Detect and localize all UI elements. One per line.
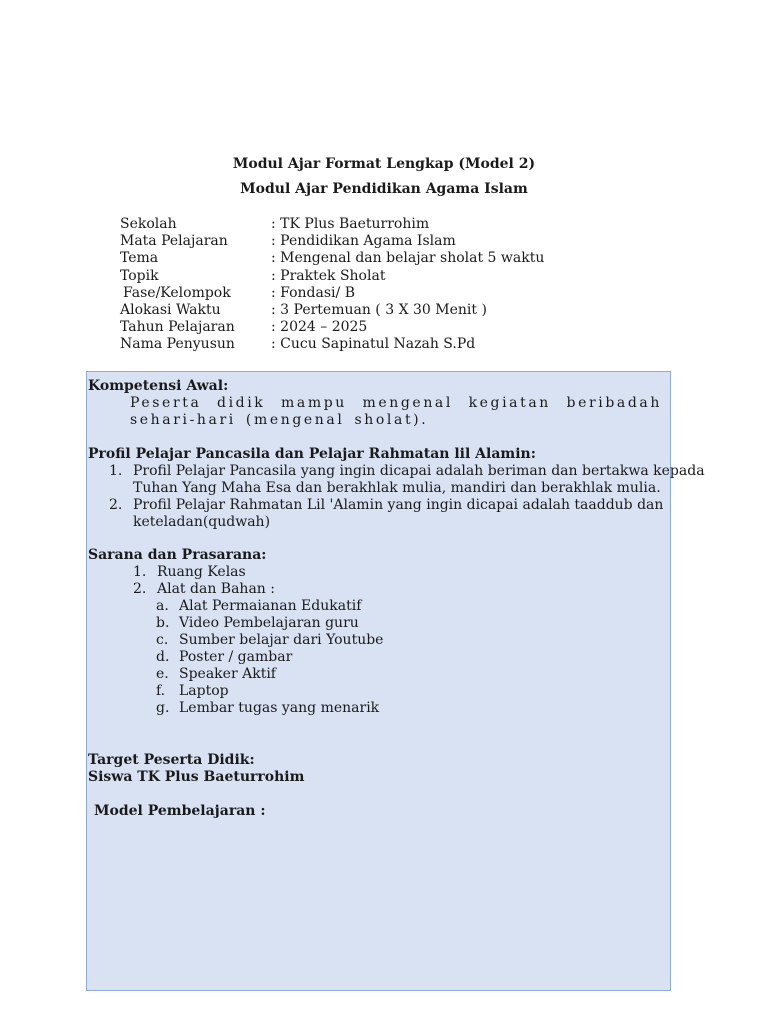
kompetensi-text: Peserta didik mampu mengenal kegiatan beribadah sehari-hari (mengenal sholat). <box>130 395 662 429</box>
item-number: 1. <box>109 463 123 479</box>
item-text: Laptop <box>179 683 229 699</box>
item-text: Profil Pelajar Rahmatan Lil 'Alamin yang ingin dicapai adalah taaddub dan <box>133 497 664 513</box>
info-row-sekolah <box>120 216 544 233</box>
info-row-alokasi <box>120 302 544 319</box>
item-text: Speaker Aktif <box>179 666 276 682</box>
info-value: : Cucu Sapinatul Nazah S.Pd <box>271 336 476 353</box>
document-title: Modul Ajar Format Lengkap (Model 2) <box>232 156 536 172</box>
sarana-subitem <box>156 649 292 666</box>
info-value: : TK Plus Baeturrohim <box>271 216 430 232</box>
info-label: Mata Pelajaran <box>120 233 228 250</box>
info-value: : Fondasi/ B <box>271 284 355 301</box>
sarana-item <box>133 564 246 581</box>
profil-item <box>109 463 705 480</box>
item-text: Video Pembelajaran guru <box>179 615 359 631</box>
info-label: Sekolah <box>120 216 177 232</box>
profil-heading: Profil Pelajar Pancasila dan Pelajar Rahmatan lil Alamin: <box>88 446 536 462</box>
profil-item-continuation: Tuhan Yang Maha Esa dan berakhlak mulia, mandiri dan berakhlak mulia. <box>133 480 661 496</box>
info-value: : Praktek Sholat <box>271 267 386 284</box>
info-row-fase <box>120 285 544 302</box>
info-value: : 2024 – 2025 <box>271 319 368 336</box>
sarana-subitem <box>156 615 359 632</box>
info-label: Nama Penyusun <box>120 336 235 353</box>
info-value: : 3 Pertemuan ( 3 X 30 Menit ) <box>271 301 487 318</box>
item-letter: d. <box>156 649 170 665</box>
sarana-subitem <box>156 632 383 649</box>
content-box <box>86 371 705 991</box>
info-value: : Pendidikan Agama Islam <box>271 233 456 250</box>
info-table <box>120 216 544 354</box>
item-number: 2. <box>133 581 147 597</box>
info-row-tahun <box>120 319 544 336</box>
sarana-heading: Sarana dan Prasarana: <box>88 547 267 563</box>
info-label: Topik <box>120 267 159 284</box>
info-row-topik <box>120 268 544 285</box>
sarana-subitem <box>156 666 276 683</box>
item-letter: f. <box>156 683 166 699</box>
model-heading: Model Pembelajaran : <box>94 803 266 819</box>
item-text: Sumber belajar dari Youtube <box>179 632 384 648</box>
sarana-subitem <box>156 598 361 615</box>
profil-item <box>109 497 663 514</box>
kompetensi-heading: Kompetensi Awal: <box>88 378 229 394</box>
info-row-mata-pelajaran <box>120 233 544 250</box>
target-text: Siswa TK Plus Baeturrohim <box>88 769 305 785</box>
item-text: Ruang Kelas <box>157 564 246 580</box>
item-text: Lembar tugas yang menarik <box>179 700 380 716</box>
item-number: 1. <box>133 564 147 580</box>
profil-item-continuation: keteladan(qudwah) <box>133 514 271 530</box>
item-text: Profil Pelajar Pancasila yang ingin dicapai adalah beriman dan bertakwa kepada <box>133 463 705 479</box>
info-row-tema <box>120 250 544 267</box>
item-letter: b. <box>156 615 170 631</box>
item-text: Alat Permaianan Edukatif <box>179 598 362 614</box>
sarana-item <box>133 581 275 598</box>
item-letter: a. <box>156 598 169 614</box>
info-value: : Mengenal dan belajar sholat 5 waktu <box>271 250 545 267</box>
sarana-subitem <box>156 683 229 700</box>
item-text: Poster / gambar <box>179 649 293 665</box>
sarana-subitem <box>156 700 379 717</box>
target-heading: Target Peserta Didik: <box>88 752 255 768</box>
item-letter: g. <box>156 700 170 716</box>
info-label: Fase/Kelompok <box>123 284 231 301</box>
item-letter: c. <box>156 632 169 648</box>
item-number: 2. <box>109 497 123 513</box>
document-subtitle: Modul Ajar Pendidikan Agama Islam <box>240 181 528 197</box>
item-letter: e. <box>156 666 169 682</box>
item-text: Alat dan Bahan : <box>157 581 275 597</box>
info-label: Tema <box>120 250 159 267</box>
info-row-penyusun <box>120 336 544 353</box>
info-label: Tahun Pelajaran <box>120 319 235 336</box>
info-label: Alokasi Waktu <box>120 301 221 318</box>
